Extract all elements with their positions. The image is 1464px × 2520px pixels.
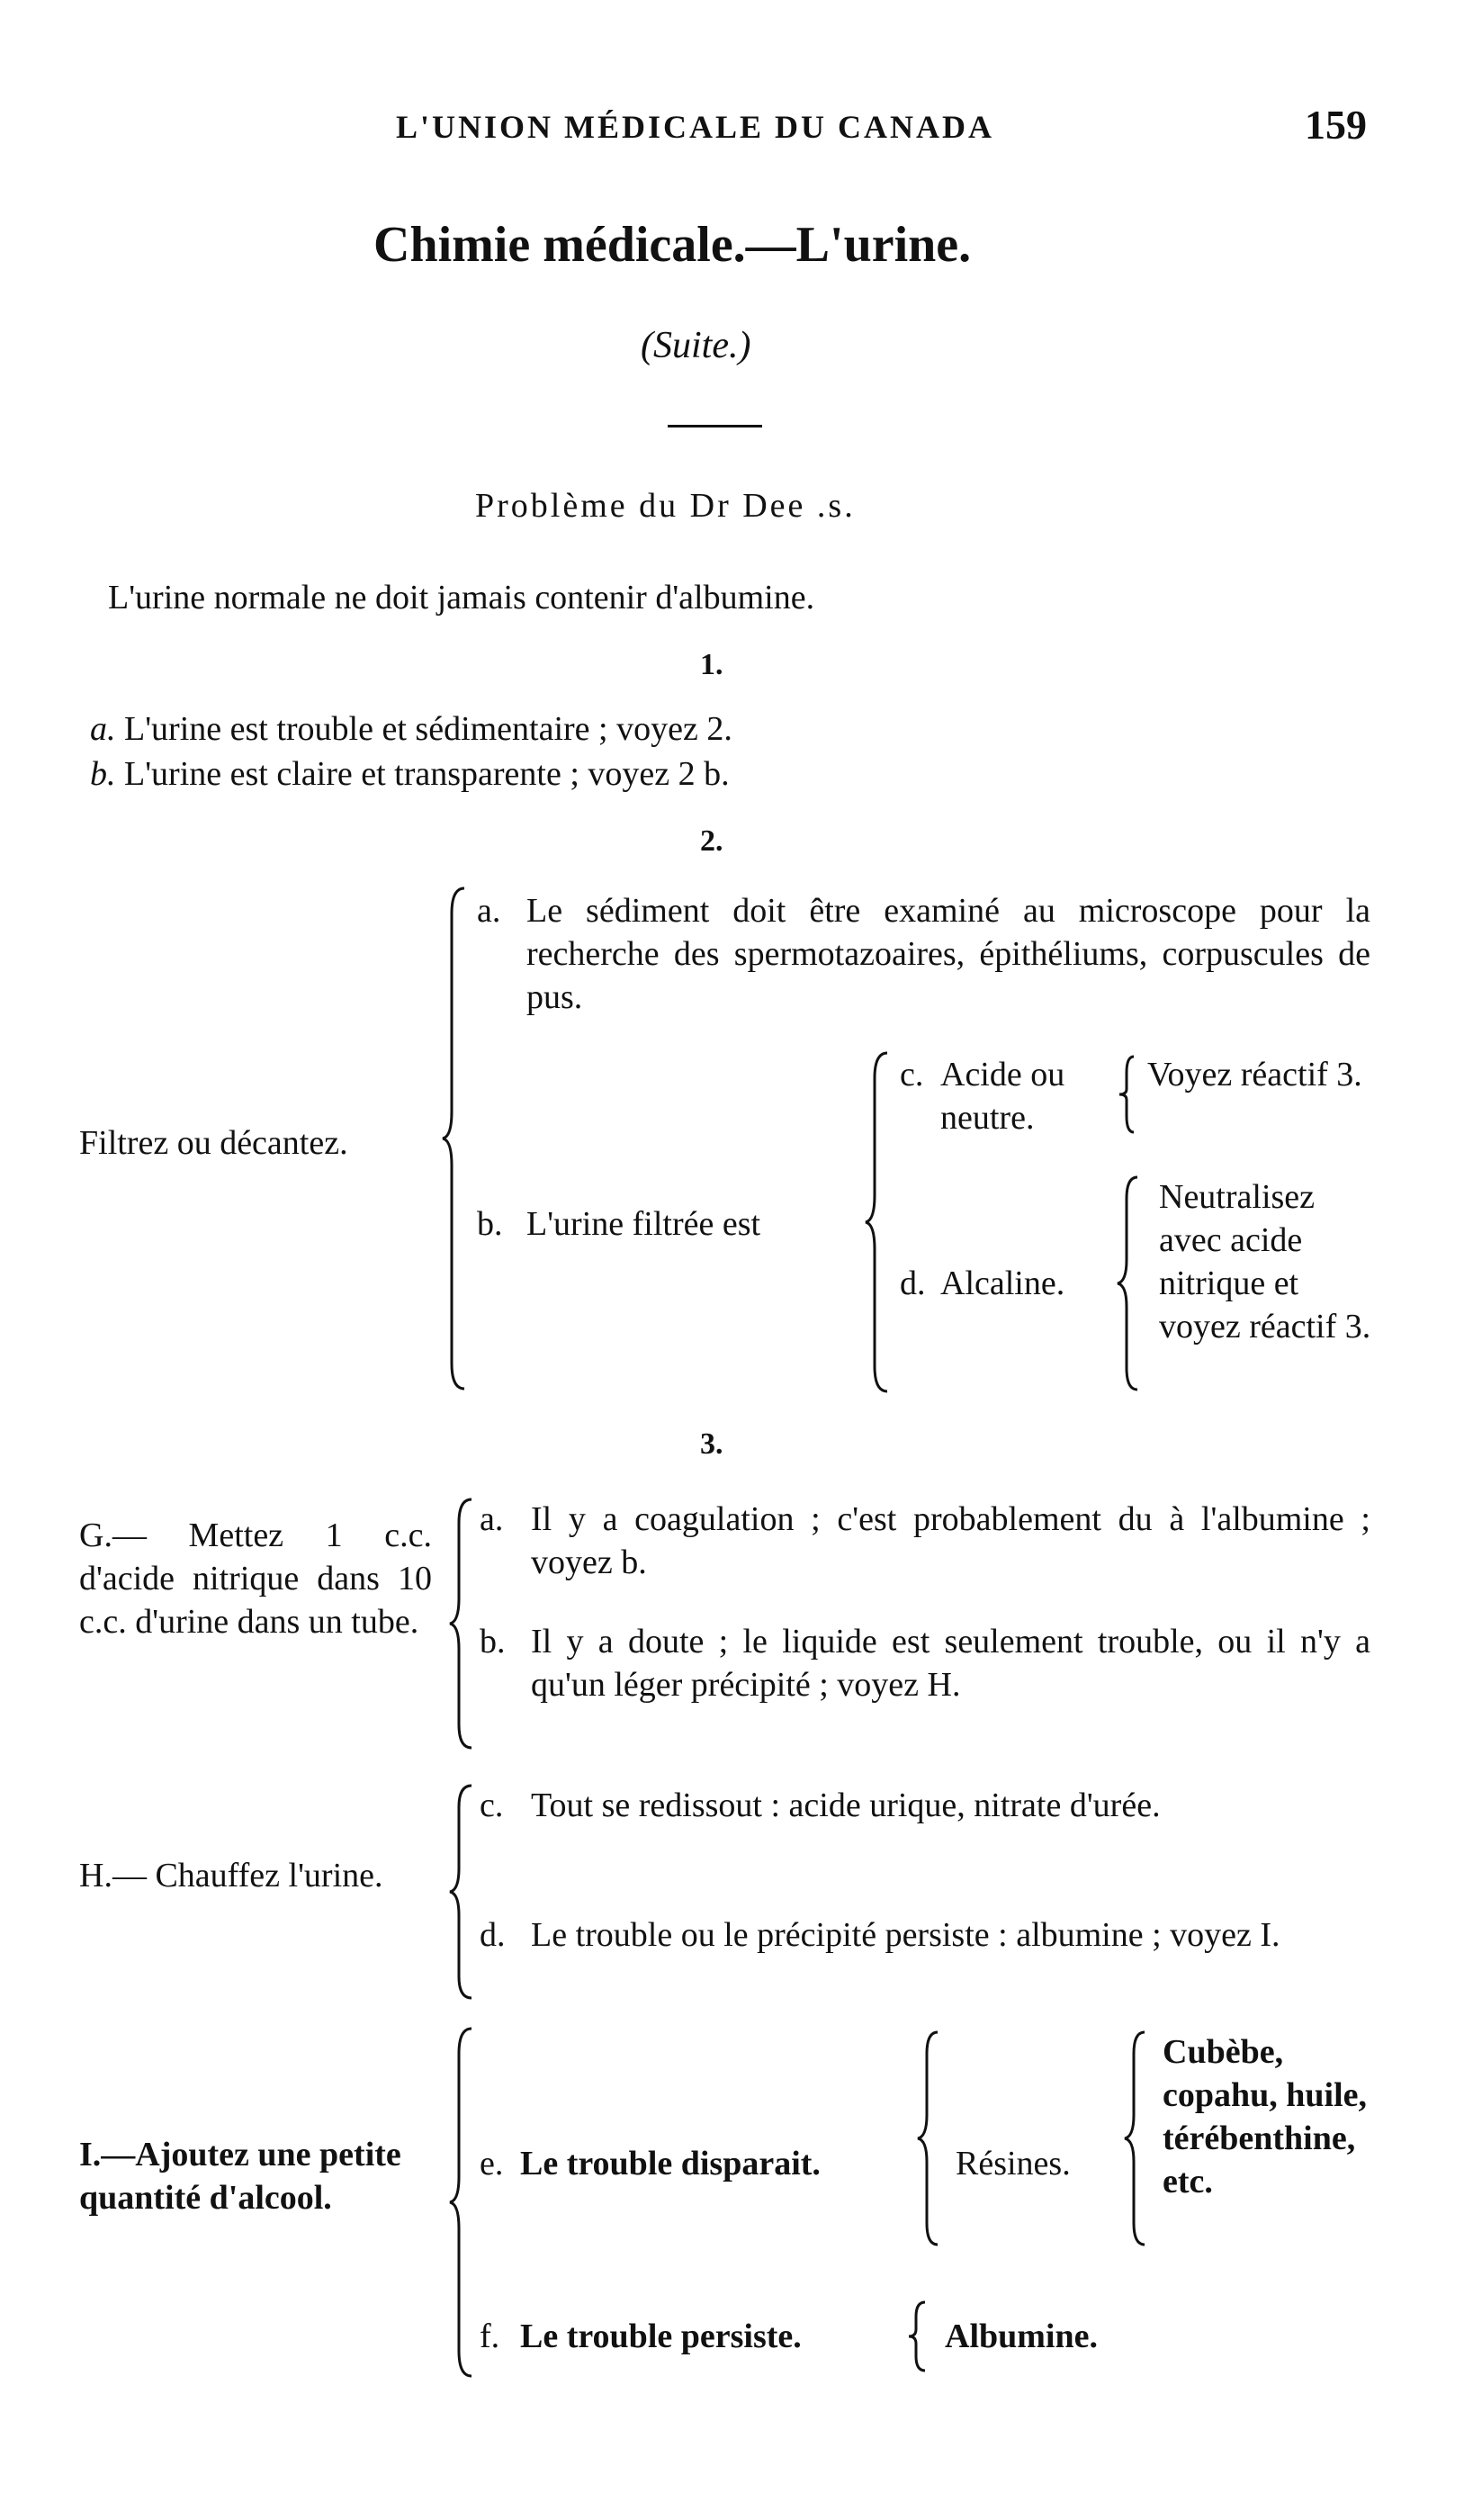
section-3Ie-brace — [916, 2030, 941, 2246]
section-2b-brace — [864, 1051, 891, 1393]
section-2-item-c-result: Voyez réactif 3. — [1147, 1056, 1362, 1094]
section-1-a-label: a. — [90, 710, 116, 748]
section-3-I-f-label: f. — [480, 2318, 500, 2355]
section-3-G-label: G.— Mettez 1 c.c. d'acide nitrique dans 10 c.c. d'urine dans un tube. — [79, 1516, 432, 1641]
section-3-H-label: H.— Chauffez l'urine. — [79, 1857, 383, 1894]
section-3Ie-result-brace — [1123, 2030, 1148, 2246]
section-3-I-e-result: Cubèbe, copahu, huile, térébenthine, etc. — [1163, 2033, 1368, 2200]
section-1-item-a — [90, 707, 732, 751]
section-3-H-c-label: c. — [480, 1786, 504, 1824]
section-3G-brace — [448, 1498, 475, 1750]
section-2-item-d-text: Alcaline. — [940, 1264, 1065, 1302]
section-1-b-label: b. — [90, 755, 116, 793]
article-title: Chimie médicale.—L'urine. — [373, 217, 972, 273]
section-3-H-d-label: d. — [480, 1916, 506, 1954]
section-2-item-d-label: d. — [900, 1264, 926, 1302]
section-3-H-c-text: Tout se redissout : acide urique, nitrate d'urée. — [531, 1786, 1161, 1824]
section-2-item-a-text: Le sédiment doit être examiné au microscope pour la recherche des spermotazoaires, épithéliums, corpuscules de pus. — [526, 892, 1370, 1016]
section-1-a-text: L'urine est trouble et sédimentaire ; voyez 2. — [124, 710, 732, 748]
section-3-G-b-text: Il y a doute ; le liquide est seulement trouble, ou il n'y a qu'un léger précipité ; voyez H. — [531, 1623, 1370, 1704]
page-number: 159 — [1305, 102, 1367, 148]
section-3-G-a-text: Il y a coagulation ; c'est probablement du à l'albumine ; voyez b. — [531, 1500, 1370, 1581]
section-3-I-e-mid: Résines. — [956, 2145, 1071, 2182]
section-3-I-f-result: Albumine. — [945, 2318, 1098, 2355]
section-3-G-b-label: b. — [480, 1623, 506, 1660]
section-3-I-f-text: Le trouble persiste. — [520, 2318, 802, 2355]
section-1-number: 1. — [700, 648, 723, 681]
section-2-item-a-label: a. — [477, 892, 501, 930]
section-3-G-a-label: a. — [480, 1500, 504, 1538]
section-3-I-e-label: e. — [480, 2145, 504, 2182]
section-3H-brace — [448, 1784, 475, 2000]
section-2-item-b-text: L'urine filtrée est — [526, 1205, 761, 1243]
title-rule — [668, 425, 762, 428]
section-3I-brace — [448, 2027, 475, 2378]
section-2c-brace — [1118, 1055, 1137, 1134]
section-2d-brace — [1116, 1175, 1141, 1391]
section-3-I-label: I.—Ajoutez une petite quantité d'alcool. — [79, 2136, 401, 2217]
running-title: L'UNION MÉDICALE DU CANADA — [396, 109, 995, 145]
section-2-brace — [441, 886, 468, 1390]
section-2-number: 2. — [700, 824, 723, 858]
section-2-left-label: Filtrez ou décantez. — [79, 1124, 348, 1162]
section-2-item-b-label: b. — [477, 1205, 503, 1243]
section-2-item-d-result: Neutralisez avec acide nitrique et voyez réactif 3. — [1159, 1178, 1371, 1346]
section-3-H-d-text: Le trouble ou le précipité persiste : albumine ; voyez I. — [531, 1916, 1280, 1954]
section-3-number: 3. — [700, 1427, 723, 1461]
section-2-item-c-text: Acide ou neutre. — [940, 1056, 1065, 1137]
section-3-I-e-text: Le trouble disparait. — [520, 2145, 821, 2182]
article-subtitle: (Suite.) — [641, 325, 751, 366]
section-1-b-text: L'urine est claire et transparente ; voyez 2 b. — [124, 755, 730, 793]
intro-sentence: L'urine normale ne doit jamais contenir d'albumine. — [108, 579, 815, 616]
problem-heading: Problème du Dr Dee .s. — [475, 487, 856, 525]
section-2-item-c-label: c. — [900, 1056, 924, 1094]
section-1-item-b — [90, 752, 730, 796]
section-3If-brace — [907, 2300, 929, 2372]
